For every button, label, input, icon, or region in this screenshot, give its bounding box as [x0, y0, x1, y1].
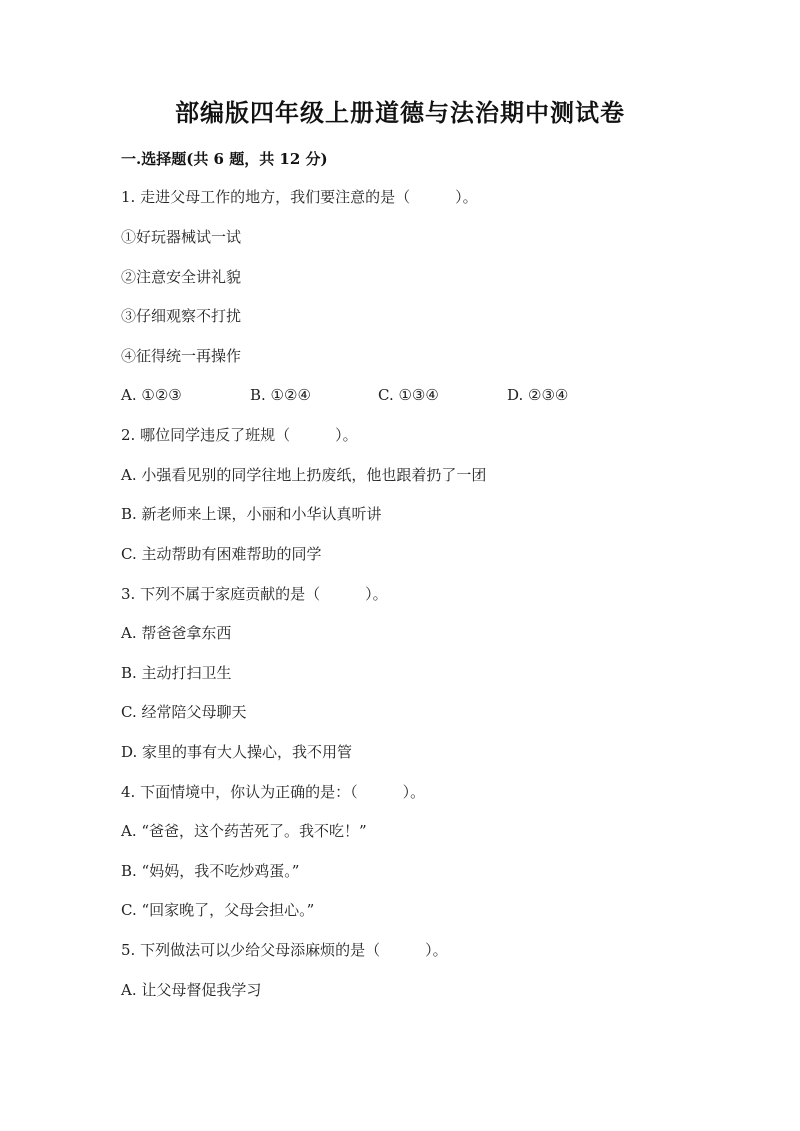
question-2-stem: 2. 哪位同学违反了班规（ ）。 [121, 426, 358, 444]
question-2-option-c: C. 主动帮助有困难帮助的同学 [121, 545, 322, 563]
question-5-stem: 5. 下列做法可以少给父母添麻烦的是（ ）。 [121, 941, 448, 959]
question-2-option-b: B. 新老师来上课，小丽和小华认真听讲 [121, 505, 382, 523]
question-3-stem: 3. 下列不属于家庭贡献的是（ ）。 [121, 585, 388, 603]
question-1-item-4: ④征得统一再操作 [121, 347, 242, 365]
question-1-option-a: A. ①②③ [121, 386, 182, 404]
question-1-option-d: D. ②③④ [507, 386, 569, 404]
question-1-option-c: C. ①③④ [378, 386, 439, 404]
question-2-option-a: A. 小强看见别的同学往地上扔废纸，他也跟着扔了一团 [121, 466, 487, 484]
question-1-item-1: ①好玩器械试一试 [121, 228, 242, 246]
question-3-option-d: D. 家里的事有大人操心，我不用管 [121, 743, 353, 761]
question-5-option-a: A. 让父母督促我学习 [121, 981, 262, 999]
page-title: 部编版四年级上册道德与法治期中测试卷 [175, 98, 625, 127]
question-1-stem: 1. 走进父母工作的地方，我们要注意的是（ ）。 [121, 188, 478, 206]
question-3-option-c: C. 经常陪父母聊天 [121, 703, 247, 721]
question-4-stem: 4. 下面情境中，你认为正确的是：（ ）。 [121, 783, 426, 801]
question-4-option-a: A. “爸爸，这个药苦死了。我不吃！” [121, 822, 367, 840]
question-3-option-b: B. 主动打扫卫生 [121, 664, 232, 682]
question-3-option-a: A. 帮爸爸拿东西 [121, 624, 232, 642]
question-4-option-b: B. “妈妈，我不吃炒鸡蛋。” [121, 862, 300, 880]
section-heading: 一.选择题(共 6 题，共 12 分) [121, 150, 328, 168]
question-1-item-2: ②注意安全讲礼貌 [121, 268, 242, 286]
question-1-option-b: B. ①②④ [250, 386, 311, 404]
question-1-item-3: ③仔细观察不打扰 [121, 307, 242, 325]
question-4-option-c: C. “回家晚了，父母会担心。” [121, 901, 315, 919]
